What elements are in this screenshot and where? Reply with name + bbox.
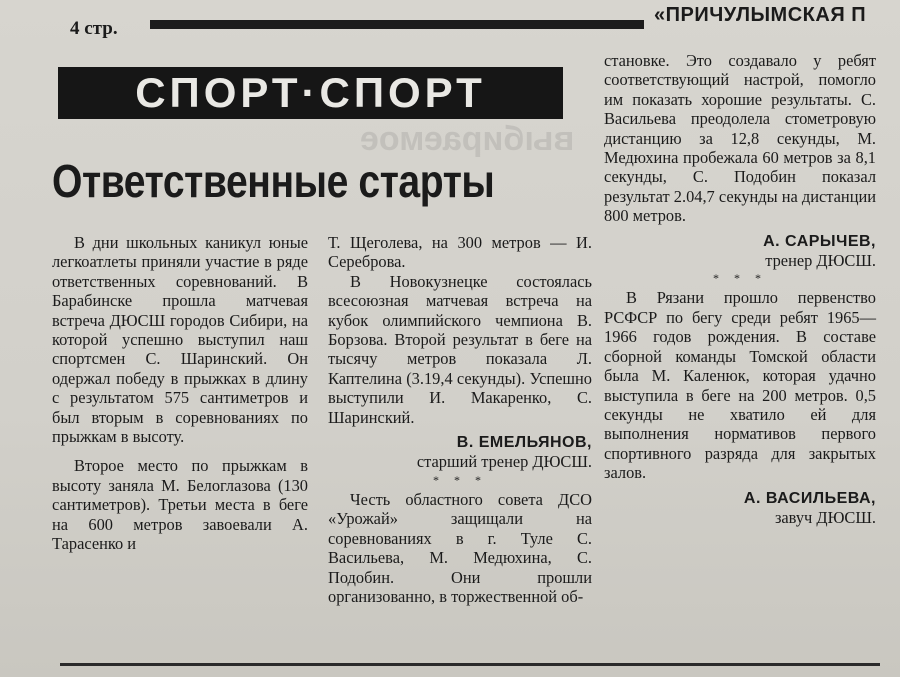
author-signature: А. САРЫЧЕВ, <box>763 232 876 250</box>
article-column-3 <box>604 51 876 527</box>
section-separator: * * * <box>433 472 487 487</box>
article-column-2 <box>328 233 592 606</box>
newspaper-title: «ПРИЧУЛЫМСКАЯ П <box>654 4 867 26</box>
bottom-rule <box>60 663 880 666</box>
paragraph: В Рязани прошло первенство РСФСР по бегу среди ребят 1965—1966 годов рождения. В составе сборной команды Томской области была М. Каленюк, которая удачно выступила в беге на 200 метров. 0,5 секунды не хватило ей для выполнения нормативов первого спортивного разряда для закрытых залов. <box>604 288 876 483</box>
article-column-1 <box>52 233 308 554</box>
author-role: старший тренер ДЮСШ. <box>416 452 592 472</box>
article-headline: Ответственные старты <box>52 155 495 207</box>
header-rule <box>150 20 644 29</box>
paragraph: Второе место по прыжкам в высоту заняла М. Белоглазова (130 сантиметров). Третьи места в беге на 600 метров завоевали А. Тарасенко и <box>52 456 308 554</box>
paragraph: В дни школьных каникул юные легкоатлеты приняли участие в ряде ответственных соревнований. В Барабинске прошла матчевая встреча ДЮСШ городов Сибири, на которой успешно выступил наш спортсмен С. Шаринский. Он одержал победу в прыжках в длину с результатом 575 сантиметров и был вторым в соревнованиях по прыжкам в высоту. <box>52 233 308 447</box>
paragraph: Т. Щеголева, на 300 метров — И. Сереброва. <box>328 233 592 272</box>
author-role: тренер ДЮСШ. <box>765 251 876 271</box>
section-separator: * * * <box>713 271 767 286</box>
author-role: завуч ДЮСШ. <box>774 507 876 527</box>
section-banner: СПОРТ·СПОРТ <box>58 67 563 119</box>
paragraph: становке. Это создавало у ребят соответствующий настрой, помогло им показать хорошие результаты. С. Васильева преодолела стометровую дистанцию за 12,8 секунды, М. Медюхина пробежала 60 метров за 8,1 секунды, С. Подобин показал результат 2.04,7 секунды на дистанции 800 метров. <box>604 51 877 226</box>
author-signature: В. ЕМЕЛЬЯНОВ, <box>456 434 592 452</box>
author-signature: А. ВАСИЛЬЕВА, <box>743 489 876 507</box>
bleed-through-text: выбираемое <box>360 120 575 158</box>
paragraph: В Новокузнецке состоялась всесоюзная матчевая встреча на кубок олимпийского чемпиона В. Борзова. Второй результат в беге на тысячу метров показала Л. Каптелина (3.19,4 секунды). Успешно выступили И. Макаренко, С. Шаринский. <box>328 271 592 427</box>
page-number: 4 стр. <box>70 18 118 39</box>
paragraph: Честь областного совета ДСО «Урожай» защищали на соревнованиях в г. Туле С. Васильева, М. Медюхина, С. Подобин. Они прошли организованно, в торжественной об- <box>328 489 592 606</box>
